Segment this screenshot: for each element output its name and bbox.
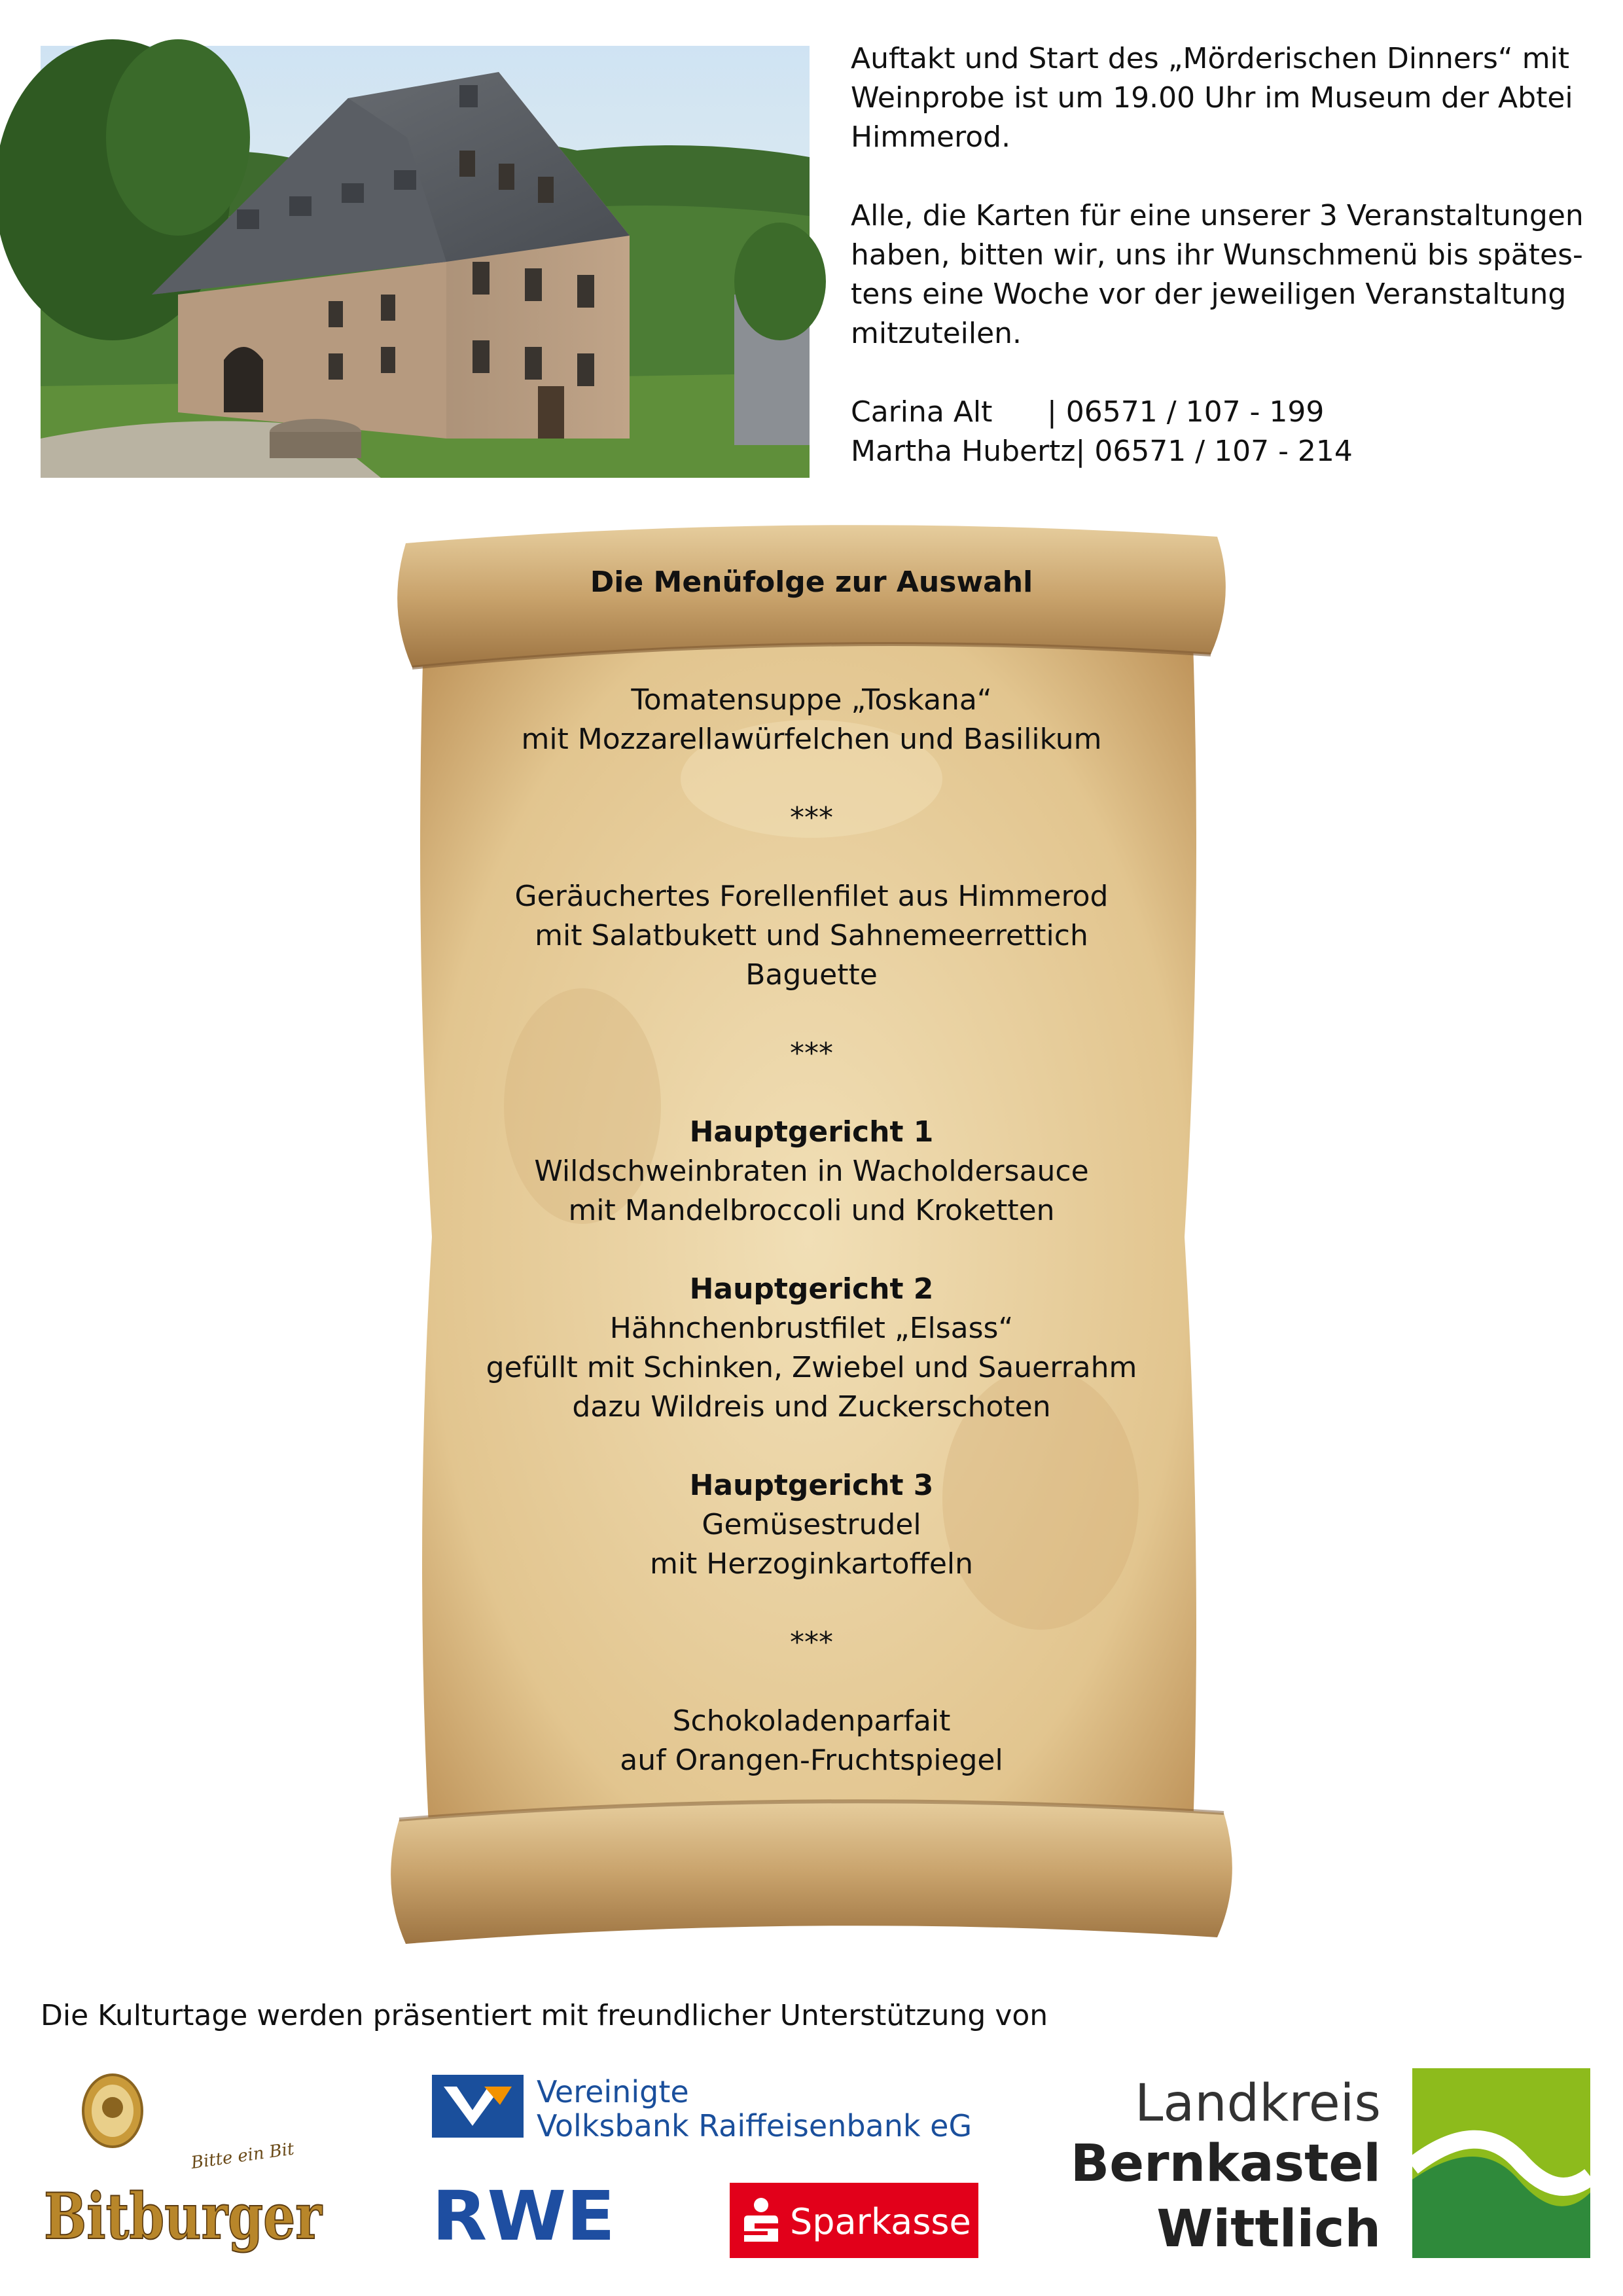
menu-line: Hähnchenbrustfilet „Elsass“ [609,1312,1014,1345]
main-course-heading: Hauptgericht 2 [689,1272,934,1306]
intro-line: Himmerod. [851,120,1011,154]
menu-scroll [386,517,1237,1957]
course-separator: *** [790,801,833,834]
menu-line: mit Herzoginkartoffeln [649,1547,974,1581]
bitburger-logo [41,2062,329,2258]
menu-line: Geräuchertes Forellenfilet aus Himmerod [514,880,1109,913]
bitburger-wordmark: Bitburger [44,2179,323,2253]
menu-line: Baguette [745,958,878,992]
contact-phone: | 06571 / 107 - 199 [1047,395,1325,429]
intro-text-block [851,39,1585,471]
intro-line: Auftakt und Start des „Mörderischen Dinners“ mit [851,42,1570,75]
menu-line: mit Mandelbroccoli und Kroketten [568,1194,1055,1227]
menu-line: Schokoladenparfait [672,1704,951,1738]
menu-line: auf Orangen-Fruchtspiegel [620,1744,1003,1777]
main-course-heading: Hauptgericht 3 [689,1469,934,1502]
intro-line: mitzuteilen. [851,317,1022,350]
sponsor-intro-text: Die Kulturtage werden präsentiert mit freundlicher Unterstützung von [41,1999,1048,2032]
contact-name: Carina Alt [851,395,993,429]
intro-line: haben, bitten wir, uns ihr Wunschmenü bis spätes- [851,238,1583,272]
sparkasse-wordmark: Sparkasse [790,2201,971,2242]
menu-line: Gemüsestrudel [702,1508,921,1541]
volksbank-line1: Vereinigte [537,2074,689,2109]
contact-name: Martha Hubertz [851,435,1076,468]
main-course-heading: Hauptgericht 1 [689,1115,934,1149]
volksbank-logo [432,2068,1008,2147]
menu-line: dazu Wildreis und Zuckerschoten [572,1390,1051,1424]
menu-line: Tomatensuppe „Toskana“ [631,683,992,717]
landkreis-logo [1070,2068,1597,2265]
menu-line: Wildschweinbraten in Wacholdersauce [534,1155,1089,1188]
landkreis-line1: Landkreis [1134,2074,1381,2133]
rwe-wordmark: RWE [432,2176,615,2256]
intro-line: Weinprobe ist um 19.00 Uhr im Museum der Abtei [851,81,1573,115]
volksbank-line2: Volksbank Raiffeisenbank eG [537,2108,972,2144]
rwe-logo [432,2176,622,2256]
menu-content [465,563,1158,1780]
menu-line: gefüllt mit Schinken, Zwiebel und Sauerrahm [486,1351,1137,1384]
menu-title: Die Menüfolge zur Auswahl [590,565,1033,599]
landkreis-line3: Wittlich [1156,2200,1381,2259]
intro-line: Alle, die Karten für eine unserer 3 Veranstaltungen [851,199,1584,232]
museum-photo [41,46,810,478]
sparkasse-logo [730,2183,978,2258]
course-separator: *** [790,1626,833,1659]
intro-line: tens eine Woche vor der jeweiligen Veranstaltung [851,278,1567,311]
contact-row [851,393,1585,432]
contact-phone: | 06571 / 107 - 214 [1075,435,1353,468]
landkreis-line2: Bernkastel [1070,2134,1381,2193]
menu-line: mit Mozzarellawürfelchen und Basilikum [521,723,1102,756]
course-separator: *** [790,1037,833,1070]
menu-line: mit Salatbukett und Sahnemeerrettich [535,919,1088,952]
contact-row [851,432,1585,471]
bitburger-slogan: Bitte ein Bit [190,2139,296,2174]
